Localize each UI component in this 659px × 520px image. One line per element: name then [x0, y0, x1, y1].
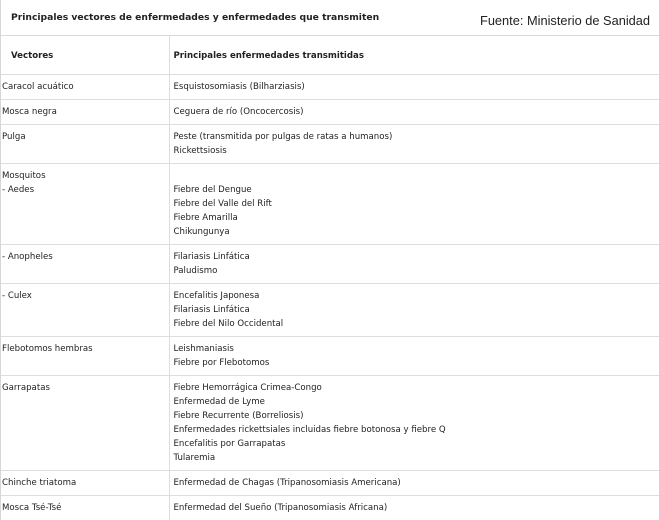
diseases-cell	[169, 244, 659, 283]
disease-name: Encefalitis Japonesa	[173, 290, 260, 301]
vector-cell	[1, 244, 169, 283]
disease-name: Fiebre del Nilo Occidental	[173, 318, 284, 329]
vector-name: - Culex	[2, 290, 32, 301]
vector-name: Garrapatas	[2, 382, 50, 393]
vector-cell	[1, 124, 169, 163]
vector-name: Mosca Tsé-Tsé	[2, 502, 62, 513]
diseases-cell	[169, 74, 659, 99]
line-spacer	[174, 169, 659, 183]
table-row	[1, 124, 659, 163]
column-header-vectores: Vectores	[1, 36, 169, 74]
page-title: Principales vectores de enfermedades y enfermedades que transmiten	[11, 12, 380, 23]
disease-name: Filariasis Linfática	[173, 251, 250, 262]
vector-name: Caracol acuático	[2, 81, 74, 92]
disease-name: Paludismo	[173, 265, 218, 276]
disease-name: Fiebre Recurrente (Borreliosis)	[173, 410, 304, 421]
diseases-cell	[169, 336, 659, 375]
vector-name: - Aedes	[2, 184, 35, 195]
table-row	[1, 244, 659, 283]
vector-cell	[1, 74, 169, 99]
disease-name: Tularemia	[173, 452, 216, 463]
vector-name: - Anopheles	[2, 251, 53, 262]
column-header-enfermedades: Principales enfermedades transmitidas	[169, 36, 659, 74]
table-row	[1, 99, 659, 124]
table-body	[1, 74, 659, 520]
disease-name: Rickettsiosis	[173, 145, 227, 156]
table-row	[1, 163, 659, 244]
table-row	[1, 74, 659, 99]
diseases-cell	[169, 99, 659, 124]
diseases-cell	[169, 283, 659, 336]
header-row	[1, 36, 659, 74]
table-row	[1, 470, 659, 495]
vector-cell	[1, 336, 169, 375]
disease-name: Chikungunya	[173, 226, 230, 237]
disease-name: Enfermedad del Sueño (Tripanosomiasis Africana)	[173, 502, 388, 513]
diseases-cell	[169, 124, 659, 163]
vector-cell	[1, 283, 169, 336]
vector-cell	[1, 495, 169, 520]
disease-name: Enfermedades rickettsiales incluidas fiebre botonosa y fiebre Q	[173, 424, 446, 435]
disease-name: Leishmaniasis	[173, 343, 234, 354]
title-bar	[1, 0, 659, 36]
disease-name: Fiebre del Dengue	[173, 184, 252, 195]
disease-name: Fiebre del Valle del Rift	[173, 198, 272, 209]
disease-name: Fiebre Amarilla	[173, 212, 238, 223]
disease-name: Fiebre Hemorrágica Crimea-Congo	[173, 382, 322, 393]
vector-name: Mosca negra	[2, 106, 57, 117]
diseases-cell	[169, 163, 659, 244]
vector-cell	[1, 470, 169, 495]
disease-name: Peste (transmitida por pulgas de ratas a humanos)	[173, 131, 393, 142]
vector-name: Pulga	[2, 131, 26, 142]
vectors-table	[1, 36, 659, 520]
vector-name: Flebotomos hembras	[2, 343, 93, 354]
disease-name: Filariasis Linfática	[173, 304, 250, 315]
table-header	[1, 36, 659, 74]
vector-name: Mosquitos	[2, 170, 46, 181]
disease-name: Fiebre por Flebotomos	[173, 357, 270, 368]
diseases-cell	[169, 375, 659, 470]
disease-name: Enfermedad de Lyme	[173, 396, 265, 407]
table-row	[1, 336, 659, 375]
diseases-cell	[169, 495, 659, 520]
disease-name: Ceguera de río (Oncocercosis)	[173, 106, 304, 117]
vector-cell	[1, 99, 169, 124]
table-row	[1, 375, 659, 470]
disease-name: Encefalitis por Garrapatas	[173, 438, 286, 449]
table-row	[1, 283, 659, 336]
vector-cell	[1, 163, 169, 244]
vector-name: Chinche triatoma	[2, 477, 77, 488]
diseases-cell	[169, 470, 659, 495]
disease-name: Enfermedad de Chagas (Tripanosomiasis Americana)	[173, 477, 401, 488]
table-row	[1, 495, 659, 520]
disease-name: Esquistosomiasis (Bilharziasis)	[173, 81, 305, 92]
table-container	[1, 36, 659, 520]
source-label: Fuente: Ministerio de Sanidad	[480, 13, 651, 28]
vector-cell	[1, 375, 169, 470]
